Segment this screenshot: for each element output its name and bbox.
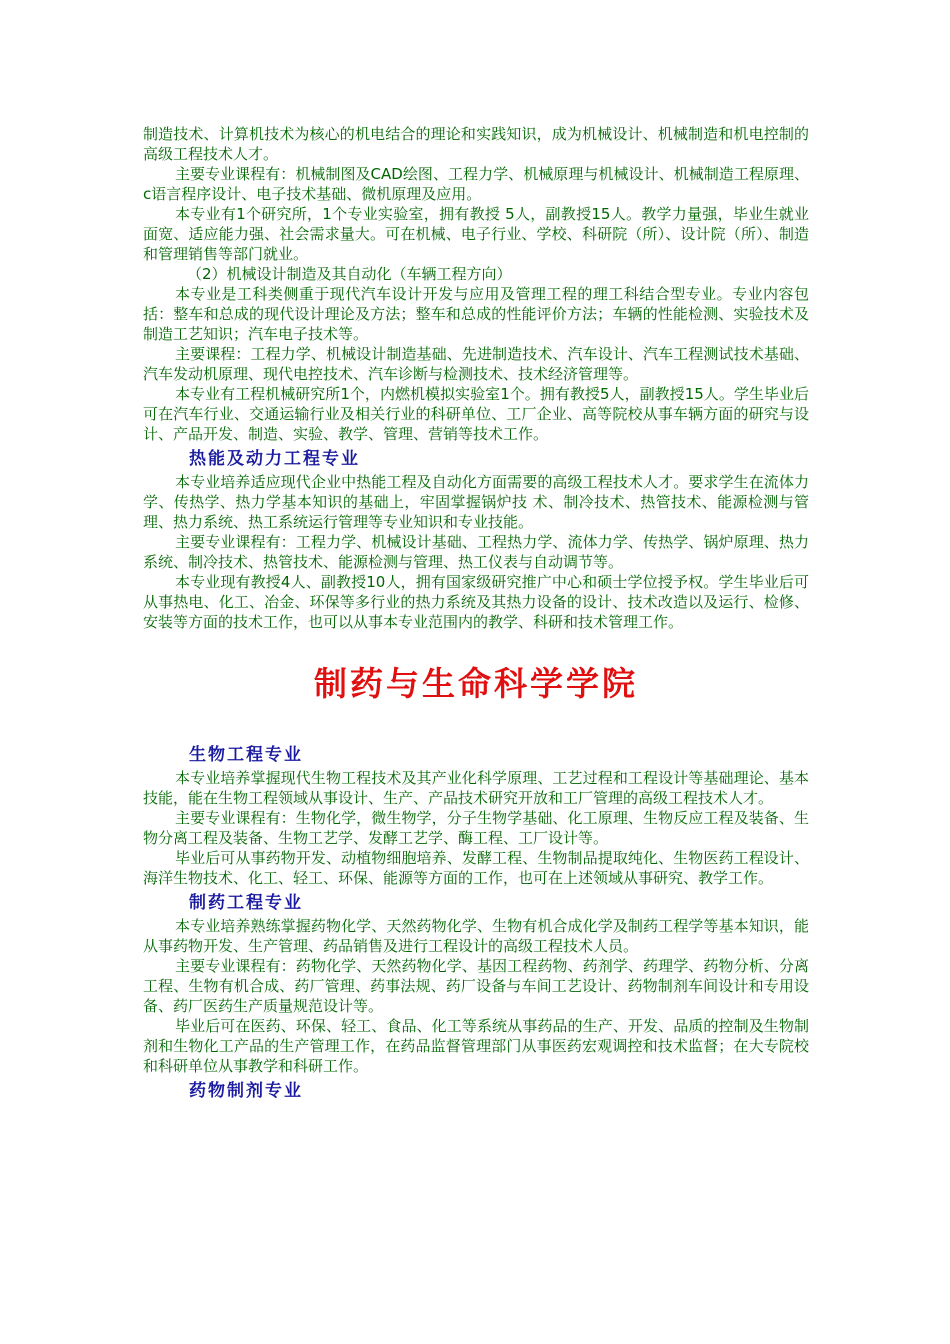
paragraph-thermal-intro: 本专业培养适应现代企业中热能工程及自动化方面需要的高级工程技术人才。要求学生在流体力学、传热学、热力学基本知识的基础上，牢固掌握锅炉技 术、制冷技术、热管技术、能源检测与管理、热力系统、热工系统运行管理等专业知识和专业技能。: [143, 473, 809, 531]
paragraph-mechatronics-goal: 制造技术、计算机技术为核心的机电结合的理论和实践知识，成为机械设计、机械制造和机电控制的高级工程技术人才。: [143, 125, 809, 163]
subheading-vehicle-engineering: （2）机械设计制造及其自动化（车辆工程方向）: [187, 265, 512, 283]
paragraph-vehicle-courses: 主要课程：工程力学、机械设计制造基础、先进制造技术、汽车设计、汽车工程测试技术基础、汽车发动机原理、现代电控技术、汽车诊断与检测技术、技术经济管理等。: [143, 345, 809, 383]
paragraph-mechatronics-faculty: 本专业有1个研究所，1个专业实验室，拥有教授 5人，副教授15人。教学力量强，毕业生就业面宽、适应能力强、社会需求量大。可在机械、电子行业、学校、科研院（所）、设计院（所）、制造和管理销售等部门就业。: [143, 205, 809, 263]
paragraph-bioeng-careers: 毕业后可从事药物开发、动植物细胞培养、发酵工程、生物制品提取纯化、生物医药工程设计、海洋生物技术、化工、轻工、环保、能源等方面的工作，也可在上述领域从事研究、教学工作。: [143, 849, 809, 887]
paragraph-pharmeng-intro: 本专业培养熟练掌握药物化学、天然药物化学、生物有机合成化学及制药工程学等基本知识，能从事药物开发、生产管理、药品销售及进行工程设计的高级工程技术人员。: [143, 917, 809, 955]
paragraph-pharmeng-courses: 主要专业课程有：药物化学、天然药物化学、基因工程药物、药剂学、药理学、药物分析、分离工程、生物有机合成、药厂管理、药事法规、药厂设备与车间工艺设计、药物制剂车间设计和专用设备、药厂医药生产质量规范设计等。: [143, 957, 809, 1015]
heading-pharmaceutical-preparation: 药物制剂专业: [189, 1081, 303, 1101]
heading-thermal-power: 热能及动力工程专业: [189, 449, 360, 469]
paragraph-thermal-courses: 主要专业课程有：工程力学、机械设计基础、工程热力学、流体力学、传热学、锅炉原理、热力系统、制冷技术、热管技术、能源检测与管理、热工仪表与自动调节等。: [143, 533, 809, 571]
paragraph-pharmeng-careers: 毕业后可在医药、环保、轻工、食品、化工等系统从事药品的生产、开发、品质的控制及生物制剂和生物化工产品的生产管理工作，在药品监督管理部门从事医药宏观调控和技术监督；在大专院校和科研单位从事教学和科研工作。: [143, 1017, 809, 1075]
college-title: 制药与生命科学学院: [314, 664, 638, 703]
paragraph-bioeng-intro: 本专业培养掌握现代生物工程技术及其产业化科学原理、工艺过程和工程设计等基础理论、基本技能，能在生物工程领域从事设计、生产、产品技术研究开放和工厂管理的高级工程技术人才。: [143, 769, 809, 807]
paragraph-vehicle-intro: 本专业是工科类侧重于现代汽车设计开发与应用及管理工程的理工科结合型专业。专业内容包括：整车和总成的现代设计理论及方法；整车和总成的性能评价方法；车辆的性能检测、实验技术及制造工艺知识；汽车电子技术等。: [143, 285, 809, 343]
paragraph-vehicle-faculty: 本专业有工程机械研究所1个，内燃机模拟实验室1个。拥有教授5人，副教授15人。学生毕业后可在汽车行业、交通运输行业及相关行业的科研单位、工厂企业、高等院校从事车辆方面的研究与设计、产品开发、制造、实验、教学、管理、营销等技术工作。: [143, 385, 809, 443]
heading-bioengineering: 生物工程专业: [189, 745, 303, 765]
document-body: [143, 124, 809, 1104]
paragraph-thermal-faculty: 本专业现有教授4人、副教授10人，拥有国家级研究推广中心和硕士学位授予权。学生毕业后可从事热电、化工、冶金、环保等多行业的热力系统及其热力设备的设计、技术改造以及运行、检修、安装等方面的技术工作，也可以从事本专业范围内的教学、科研和技术管理工作。: [143, 573, 809, 631]
paragraph-bioeng-courses: 主要专业课程有：生物化学，微生物学，分子生物学基础、化工原理、生物反应工程及装备、生物分离工程及装备、生物工艺学、发酵工艺学、酶工程、工厂设计等。: [143, 809, 809, 847]
paragraph-mechatronics-courses: 主要专业课程有：机械制图及CAD绘图、工程力学、机械原理与机械设计、机械制造工程原理、c语言程序设计、电子技术基础、微机原理及应用。: [143, 165, 809, 203]
heading-pharmaceutical-engineering: 制药工程专业: [189, 893, 303, 913]
